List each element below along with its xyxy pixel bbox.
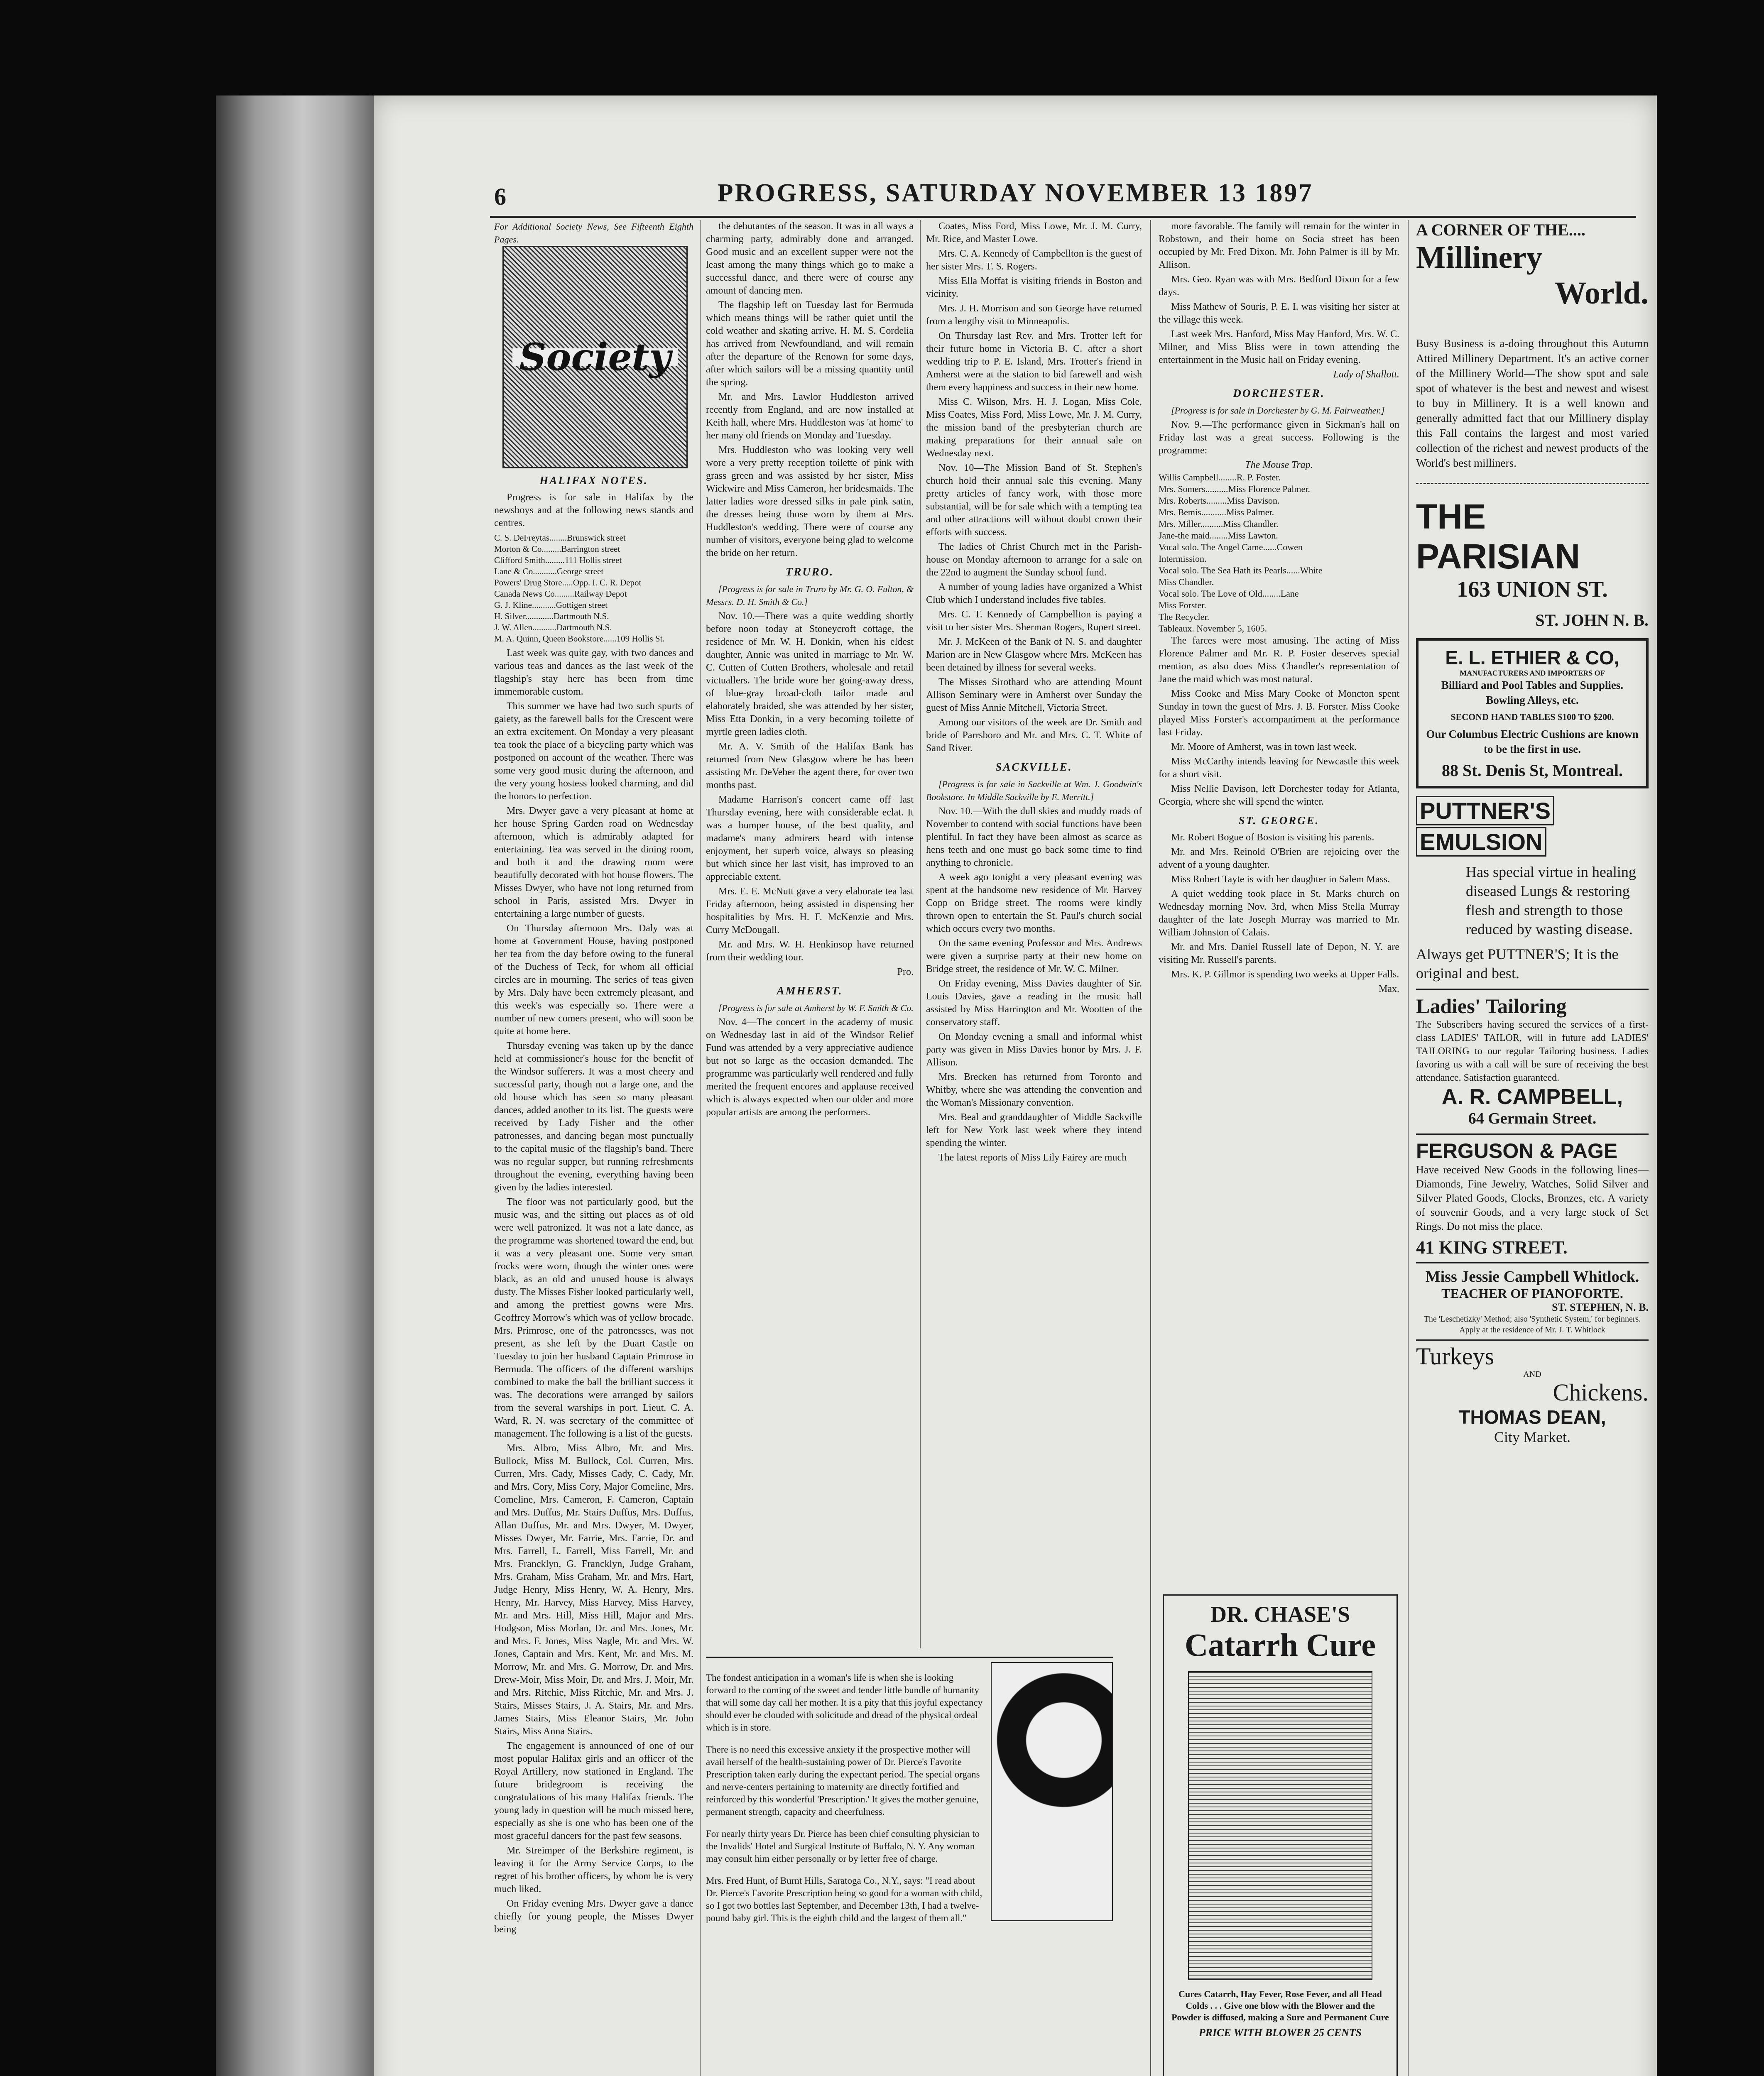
parisian-title: THE PARISIAN [1416, 497, 1580, 576]
cast-line: Mrs. Roberts.........Miss Davison. [1159, 495, 1280, 506]
masthead-rule [490, 216, 1636, 218]
millinery-title-1: Millinery [1416, 240, 1542, 275]
article-paragraph: Nov. 4—The concert in the academy of music on Wednesday last in aid of the Windsor Relief Fund was attended by a very appreciative audience but not so large as the occasion demanded. The programme was particularly well rendered and fully merited the frequent encores and applause received which is always expected when our older and more popular artists are among the performers. [706, 1017, 914, 1118]
column-divider [1150, 220, 1151, 2076]
cast-line: Vocal solo. The Angel Came......Cowen [1159, 542, 1303, 552]
whitlock-title: TEACHER OF PIANOFORTE. [1441, 1286, 1623, 1301]
article-paragraph: Madame Harrison's concert came off last Thursday evening, here with considerable eclat. It was a bumper house, of the best quality, and madame's many admirers heard with intense enjoyment, her superb voice, always so pleasing but which since her last visit, has improved to an appreciable extent. [706, 794, 914, 882]
article-paragraph: The flagship left on Tuesday last for Bermuda which means things will be rather quiet until the cold weather and skating arrive. H. M. S. Cordelia has arrived from Newfoundland, and will remain after the departure of the Renown for some days, after which sailors will be a missing quantity until the spring. [706, 300, 914, 388]
article-paragraph: Miss Nellie Davison, left Dorchester today for Atlanta, Georgia, where she will spend the winter. [1159, 783, 1399, 807]
millinery-kicker: A CORNER OF THE.... [1416, 220, 1585, 239]
article-paragraph: Mrs. Albro, Miss Albro, Mr. and Mrs. Bullock, Miss M. Bullock, Col. Curren, Mrs. Curren, Mrs. Cady, Misses Cady, C. Cady, Mr. and Mrs. Cory, Miss Cory, Major Comeline, Mrs. Comeline, Mrs. Cameron, F. Cameron, Captain and Mrs. Duffus, Mr. Stairs Duffus, Mrs. Duffus, Allan Duffus, Mr. and Mrs. Dwyer, M. Dwyer, Misses Dwyer, Mr. Farrie, Mrs. Farrie, Dr. and Mrs. Farrell, L. Farrell, Miss Farrell, Mr. and Mrs. Francklyn, G. Francklyn, Judge Graham, Mrs. Graham, Miss Graham, Mr. and Mrs. Hart, Judge Henry, Miss Henry, W. A. Henry, Mrs. Henry, Mr. Harvey, Miss Harvey, Miss Harvey, Mr. and Mrs. Hill, Miss Hill, Major and Mrs. Hodgson, Miss Morlan, Dr. and Mrs. Jones, Mr. and Mrs. F. Jones, Miss Nagle, Mr. and Mrs. W. Jones, Captain and Mrs. Kent, Mr. and Mrs. M. Morrow, Mr. and Mrs. G. Morrow, Dr. and Mrs. Drew-Moir, Miss Moir, Dr. and Mrs. J. Moir, Mr. and Mrs. Ritchie, Miss Ritchie, Mr. and Mrs. J. Stairs, Misses Stairs, J. A. Stairs, Mr. and Mrs. James Stairs, Miss Eleanor Stairs, Mr. John Stairs, Miss Anna Stairs. [494, 1443, 693, 1737]
dean-chickens: Chickens. [1553, 1379, 1649, 1406]
column-divider [1408, 220, 1409, 2076]
article-paragraph: Miss C. Wilson, Mrs. H. J. Logan, Miss Cole, Miss Coates, Miss Ford, Miss Lowe, Mr. J. M. Curry, the mission band of the presbyterian church are making preparations for their annual sale on Wednesday next. [926, 397, 1142, 459]
cast-line: The Recycler. [1159, 612, 1210, 622]
society-art-label: Society [512, 348, 677, 366]
article-paragraph: Mrs. Brecken has returned from Toronto and Whitby, where she was attending the convention and the Woman's Missionary convention. [926, 1072, 1142, 1108]
newspaper-binding-edge [216, 95, 374, 2076]
program-title: The Mouse Trap. [1245, 460, 1313, 470]
ferguson-text: Have received New Goods in the following lines—Diamonds, Fine Jewelry, Watches, Solid Silver and Silver Plated Goods, Clocks, Bronzes, etc. A variety of souvenir Goods, and a very large stock of Set Rings. Do not miss the place. [1416, 1164, 1649, 1232]
article-paragraph: Mr. Robert Bogue of Boston is visiting his parents. [1171, 832, 1374, 843]
vendor-line: H. Silver.............Dartmouth N.S. [494, 611, 609, 621]
dorchester-heading: DORCHESTER. [1233, 387, 1325, 399]
article-paragraph: Mrs. Geo. Ryan was with Mrs. Bedford Dixon for a few days. [1159, 274, 1399, 298]
max-signature: Max. [1379, 984, 1399, 994]
article-paragraph: Mr. and Mrs. Reinold O'Brien are rejoicing over the advent of a young daughter. [1159, 847, 1399, 870]
article-paragraph: The Misses Sirothard who are attending Mount Allison Seminary were in Amherst over Sunday the guest of Miss Annie Mitchell, Victoria Street. [926, 677, 1142, 713]
millinery-title-2: World. [1555, 276, 1649, 311]
sackville-paragraphs [926, 805, 1142, 1164]
newspaper-page [374, 95, 1657, 2076]
ethier-ad [1416, 638, 1649, 788]
article-paragraph: Mr. and Mrs. W. H. Henkinsop have returned from their wedding tour. [706, 939, 914, 963]
column-divider [700, 220, 701, 2076]
parisian-address: 163 UNION ST. [1457, 577, 1608, 602]
puttner-title-1: PUTTNER'S [1416, 796, 1554, 825]
ferguson-address: 41 KING STREET. [1416, 1237, 1568, 1258]
cast-line: Tableaux. November 5, 1605. [1159, 623, 1267, 634]
sackville-note: [Progress is for sale in Sackville at Wm. J. Goodwin's Bookstore. In Middle Sackville by E. Merritt.] [926, 779, 1142, 802]
ad-separator [1416, 483, 1649, 484]
program-cast-list [1159, 472, 1399, 634]
cast-line: Miss Forster. [1159, 600, 1206, 610]
page-number: 6 [494, 183, 506, 210]
whitlock-text: The 'Leschetizky' Method; also 'Synthetic System,' for beginners. Apply at the residence of Mr. J. T. Whitlock [1423, 1315, 1641, 1334]
article-paragraph: more favorable. The family will remain for the winter in Robstown, and their home on Socia street has been occupied by Mr. Fred Dixon. Mr. John Palmer is ill by Mr. Allison. [1159, 221, 1399, 270]
sackville-heading: SACKVILLE. [995, 761, 1073, 773]
dean-turkeys: Turkeys [1416, 1343, 1494, 1370]
ferguson-title: FERGUSON & PAGE [1416, 1139, 1618, 1163]
whitlock-name: Miss Jessie Campbell Whitlock. [1425, 1268, 1639, 1285]
dr-chase-advertisement [1163, 1594, 1398, 2076]
article-paragraph: Nov. 9.—The performance given in Sickman's hall on Friday last was a great success. Following is the programme: [1159, 419, 1399, 456]
vendor-line: Canada News Co.........Railway Depot [494, 589, 627, 599]
article-paragraph: On Thursday afternoon Mrs. Daly was at home at Government House, having postponed her tea from the day before owing to the funeral of the Duchess of Teck, for whom all official circles are in mourning. The series of teas given by Mrs. Daly have been extremely pleasant, and this week's was especially so. There were a number of new comers present, who will soon be quite at home here. [494, 923, 693, 1037]
cast-line: Jane-the maid........Miss Lawton. [1159, 530, 1278, 541]
chase-price: PRICE WITH BLOWER 25 CENTS [1198, 2027, 1362, 2039]
article-paragraph: Nov. 10.—There was a quite wedding shortly before noon today at Stoneycroft cottage, the residence of Mr. W. H. Donkin, when his eldest daughter, Annie was united in marriage to Mr. W. C. Cutten of Cutten Brothers, wholesale and retail victuallers. The bride wore her going-away dress, of blue-gray broad-cloth tailor made and elaborately braided, she was attended by her sister, Miss Etta Donkin, in a very becoming toilette of myrtle green ladies cloth. [706, 611, 914, 737]
column-3 [926, 220, 1142, 2076]
column-4 [1159, 220, 1399, 1586]
article-paragraph: Mrs. Beal and granddaughter of Middle Sackville left for New York last week where they intend spending the winter. [926, 1112, 1142, 1148]
amherst-note: [Progress is for sale at Amherst by W. F. Smith & Co. [718, 1003, 914, 1013]
cast-line: Miss Chandler. [1159, 577, 1214, 587]
campbell-name: A. R. CAMPBELL, [1441, 1085, 1623, 1109]
dorchester-note: [Progress is for sale in Dorchester by G. M. Fairweather.] [1171, 405, 1385, 416]
article-paragraph: Mrs. C. T. Kennedy of Campbellton is paying a visit to her sister Mrs. Sherman Rogers, Rupert street. [926, 609, 1142, 633]
article-paragraph: Miss Ella Moffat is visiting friends in Boston and vicinity. [926, 276, 1142, 299]
chase-title: DR. CHASE'S [1210, 1602, 1350, 1627]
chase-subtitle: Catarrh Cure [1185, 1627, 1376, 1663]
puttner-tag: Always get PUTTNER'S; It is the original and best. [1416, 946, 1619, 982]
article-paragraph: On Friday evening Mrs. Dwyer gave a dance chiefly for young people, the Misses Dwyer being [494, 1898, 693, 1935]
st-george-paragraphs [1159, 831, 1399, 981]
vendor-line: J. W. Allen...........Dartmouth N.S. [494, 622, 612, 632]
article-paragraph: The engagement is announced of one of our most popular Halifax girls and an officer of the Royal Artillery, now stationed in England. The future bridegroom is receiving the congratulations of his many Halifax friends. The young lady in question will be much missed here, especially as she is one who has been one of the most graceful dancers for the past few seasons. [494, 1741, 693, 1841]
cast-line: Intermission. [1159, 553, 1207, 564]
dorchester-more-paragraphs [1159, 634, 1399, 808]
vendor-list [494, 532, 693, 644]
ferguson-ad [1416, 1133, 1649, 1258]
two-girls-illustration [1188, 1671, 1372, 1980]
ethier-goods: Billiard and Pool Tables and Supplies. Bowling Alleys, etc. [1441, 679, 1624, 706]
ethier-address: 88 St. Denis St, Montreal. [1442, 761, 1623, 780]
vendor-line: Morton & Co.........Barrington street [494, 544, 620, 554]
ad-paragraph: The fondest anticipation in a woman's life is when she is looking forward to the coming of the sweet and tender little bundle of humanity that will some day call her mother. It is a pity that this joyful expectancy should ever be clouded with solicitude and dread of the physical ordeal which is in store. [706, 1672, 983, 1733]
cast-line: Mrs. Miller..........Miss Chandler. [1159, 519, 1279, 529]
puttner-ad [1416, 796, 1649, 983]
article-paragraph: Mr. J. McKeen of the Bank of N. S. and daughter Marion are in New Glasgow where Mrs. McKeen has been detained by illness for several weeks. [926, 637, 1142, 673]
cast-line: Vocal solo. The Sea Hath its Pearls......White [1159, 565, 1323, 575]
article-paragraph: A week ago tonight a very pleasant evening was spent at the handsome new residence of Mr. Harvey Copp on Bridge street. The rooms were kindly thrown open to entertain the St. Paul's church social which occurs every two months. [926, 872, 1142, 934]
masthead-title: PROGRESS, SATURDAY NOVEMBER 13 1897 [717, 179, 1313, 207]
article-paragraph: Mr. and Mrs. Daniel Russell late of Depon, N. Y. are visiting Mr. Russell's parents. [1159, 942, 1399, 965]
article-paragraph: Nov. 10.—With the dull skies and muddy roads of November to contend with social functions have been plentiful. In fact they have been almost as scarce as hens teeth and one must go back some time to find anything to chronicle. [926, 806, 1142, 868]
parisian-ad [1416, 497, 1649, 630]
puttner-title-2: EMULSION [1416, 827, 1546, 857]
article-paragraph: Nov. 10—The Mission Band of St. Stephen's church hold their annual sale this evening. Many pretty articles of fancy work, with those more substantial, will be for sale which with a tempting tea and other attractions will without doubt crown their efforts with success. [926, 463, 1142, 538]
shallott-signature: Lady of Shallott. [1333, 369, 1399, 380]
column-2-paragraphs [706, 220, 914, 560]
article-paragraph: On the same evening Professor and Mrs. Andrews were given a surprise party at their new home on Bridge street, the residence of Mr. W. C. Milner. [926, 938, 1142, 974]
ethier-tables: SECOND HAND TABLES $100 TO $200. [1450, 712, 1614, 722]
article-paragraph: The floor was not particularly good, but the music was, and the sitting out places as of old were well patronized. It was not a late dance, as the programme was shortened toward the end, but it was a very pleasant one. Some very smart frocks were worn, though the winter ones were black, as an old and unused house is always dusty. The Misses Fisher looked particularly well, and among the prettiest gowns were Mrs. Geoffrey Morrow's which was of yellow brocade. Mrs. Primrose, one of the patronesses, was not present, as she left by the Duart Castle on Tuesday to join her husband Captain Primrose in Bermuda. The officers of the different warships combined to make the ball the brilliant success it was. The decorations were arranged by sailors from the several warships in port. Lieut. C. A. Ward, R. N. was secretary of the committee of management. The following is a list of the guests. [494, 1197, 693, 1439]
cast-line: Mrs. Somers..........Miss Florence Palmer. [1159, 484, 1310, 494]
article-paragraph: Miss Mathew of Souris, P. E. I. was visiting her sister at the village this week. [1159, 301, 1399, 325]
article-paragraph: This summer we have had two such spurts of gaiety, as the farewell balls for the Crescent were an extra excitement. On Monday a very pleasant tea took the place of a bicycling party which was postponed on account of the weather. There was some very good music during the afternoon, and the very young hostess looked charming, and did the honors to perfection. [494, 701, 693, 802]
article-paragraph: the debutantes of the season. It was in all ways a charming party, admirably done and arranged. Good music and an excellent supper were not the least among the many things which go to make a successful dance, and there were of course any amount of dancing men. [706, 221, 914, 296]
millinery-text: Busy Business is a-doing throughout this Autumn Attired Millinery Department. It's an active corner of the Millinery World—The show spot and sale spot of whatever is the best and newest and wisest to buy in Millinery. It is a well known and generally admitted fact that our Millinery display this Fall contains the largest and most varied collection of the richest and newest products of the World's best milliners. [1416, 337, 1649, 469]
article-paragraph: Mrs. J. H. Morrison and son George have returned from a lengthy visit to Minneapolis. [926, 303, 1142, 327]
amherst-paragraphs [706, 1016, 914, 1119]
article-paragraph: Mrs. K. P. Gillmor is spending two weeks at Upper Falls. [1171, 969, 1399, 980]
puttner-text: Has special virtue in healing diseased Lungs & restoring flesh and strength to those reduced by wasting disease. [1466, 864, 1636, 938]
chase-body: Cures Catarrh, Hay Fever, Rose Fever, and all Head Colds . . . Give one blow with the Blower and the Powder is diffused, making a Sure and Permanent Cure [1171, 1989, 1389, 2022]
parisian-city: ST. JOHN N. B. [1535, 611, 1649, 629]
campbell-address: 64 Germain Street. [1468, 1110, 1597, 1127]
article-paragraph: Among our visitors of the week are Dr. Smith and bride of Parrsboro and Mr. and Mrs. C. T. White of Sand River. [926, 717, 1142, 754]
article-paragraph: On Thursday last Rev. and Mrs. Trotter left for their future home in Victoria B. C. after a short wedding trip to P. E. Island, Mrs. Trotter's friend in Amherst were at the station to bid farewell and wish them every happiness and success in their new home. [926, 330, 1142, 393]
society-header-note: For Additional Society News, See Fifteenth Eighth Pages. [494, 221, 693, 245]
ethier-cushions: Our Columbus Electric Cushions are known to be the first in use. [1426, 728, 1639, 755]
article-paragraph: Mrs. Huddleston who was looking very well wore a very pretty reception toilette of pink with grass green and was assisted by her sister, Miss Wickwire and Miss Cameron, her bridesmaids. The latter ladies wore dressed silks in pale pink satin, the dresses being those worn by them at Mrs. Huddleston's wedding. There were of course any number of visitors, everyone being glad to welcome the bride on her return. [706, 445, 914, 558]
dean-place: City Market. [1494, 1429, 1570, 1445]
article-paragraph: Thursday evening was taken up by the dance held at commissioner's house for the benefit of the Windsor sufferers. It was a most cheery and successful party, though not a large one, and the old house which has seen so many pleasant dances, added another to its list. The guests were received by Lady Fisher and the other patronesses, and dancing began most punctually to the capital music of the flagship's band. There was no regular supper, but running refreshments throughout the evening, everything having been given by the ladies interested. [494, 1040, 693, 1193]
article-paragraph: Last week Mrs. Hanford, Miss May Hanford, Mrs. W. C. Milner, and Miss Bliss were in town attending the entertainment in the Music hall on Friday evening. [1159, 329, 1399, 365]
halifax-notes-heading: HALIFAX NOTES. [539, 474, 648, 487]
article-paragraph: Mrs. E. E. McNutt gave a very elaborate tea last Friday afternoon, being assisted in dispensing her hospitalities by Mrs. H. F. McKenzie and Mrs. Curry McDougall. [706, 886, 914, 935]
article-paragraph: A number of young ladies have organized a Whist Club which I understand includes five tables. [926, 582, 1142, 605]
whitlock-ad [1416, 1262, 1649, 1335]
vendor-line: Clifford Smith.........111 Hollis street [494, 555, 622, 565]
dean-name: THOMAS DEAN, [1458, 1406, 1606, 1428]
column-1 [494, 220, 693, 2076]
ad-paragraph: There is no need this excessive anxiety if the prospective mother will avail herself of the health-sustaining power of Dr. Pierce's Favorite Prescription taken early during the expectant period. The special organs and nerve-centers pertaining to maternity are directly fortified and reinforced by this wonderful 'Prescription.' It gives the mother genuine, permanent strength, capacity and cheerfulness. [706, 1744, 980, 1817]
article-paragraph: Miss McCarthy intends leaving for Newcastle this week for a short visit. [1159, 756, 1399, 780]
millinery-ad [1416, 220, 1649, 470]
article-paragraph: Mr. A. V. Smith of the Halifax Bank has returned from New Glasgow where he has been assisting Mr. DeVeber the agent there, for over two months past. [706, 741, 914, 791]
ethier-title: E. L. ETHIER & CO, [1445, 647, 1619, 668]
column-4-paragraphs [1159, 220, 1399, 367]
tailoring-text: The Subscribers having secured the services of a first-class LADIES' TAILOR, will in future add LADIES' TAILORING to our regular Tailoring business. Ladies favoring us with a call will be sure of receiving the best attendance. Satisfaction guaranteed. [1416, 1019, 1649, 1083]
article-paragraph: Mr. Streimper of the Berkshire regiment, is leaving it for the Army Service Corps, to the regret of his brother officers, by whom he is very much liked. [494, 1845, 693, 1895]
vendor-line: G. J. Kline...........Gottigen street [494, 600, 608, 610]
vendor-line: Lane & Co...........George street [494, 566, 604, 576]
dean-ad [1416, 1339, 1649, 1446]
vendor-line: C. S. DeFreytas........Brunswick street [494, 533, 626, 543]
article-paragraph: Mrs. C. A. Kennedy of Campbellton is the guest of her sister Mrs. T. S. Rogers. [926, 248, 1142, 272]
dean-and: AND [1523, 1370, 1541, 1379]
amherst-heading: AMHERST. [777, 984, 843, 997]
article-paragraph: A quiet wedding took place in St. Marks church on Wednesday morning Nov. 3rd, when Miss Stella Murray daughter of the late Joseph Murray was married to Mr. William Johnston of Calais. [1159, 889, 1399, 938]
article-paragraph: On Monday evening a small and informal whist party was given in Miss Davies honor by Mrs. J. F. Allison. [926, 1031, 1142, 1068]
tailoring-title: Ladies' Tailoring [1416, 994, 1567, 1018]
cast-line: Willis Campbell........R. P. Foster. [1159, 472, 1281, 482]
article-paragraph: Last week was quite gay, with two dances and various teas and dances as the last week of the flagship's stay here has been from time immemorable custom. [494, 648, 693, 697]
truro-paragraphs [706, 610, 914, 964]
cast-line: Vocal solo. The Love of Old........Lane [1159, 588, 1299, 599]
column-divider [920, 220, 921, 1648]
article-paragraph: The ladies of Christ Church met in the Parish-house on Monday afternoon to arrange for a sale on the 22nd to augment the Sunday school fund. [926, 541, 1142, 578]
article-paragraph: On Friday evening, Miss Davies daughter of Sir. Louis Davies, gave a reading in the music hall assisted by Miss Harrington and Mr. Wootten of the conservatory staff. [926, 978, 1142, 1028]
truro-heading: TRURO. [785, 566, 834, 578]
article-paragraph: Mr. Moore of Amherst, was in town last week. [1171, 742, 1357, 752]
vendor-line: M. A. Quinn, Queen Bookstore......109 Hollis St. [494, 634, 665, 644]
article-paragraph: Miss Cooke and Miss Mary Cooke of Moncton spent Sunday in town the guest of Mrs. J. B. Forster. Miss Cooke played Miss Forster's accompaniment at the performance last Friday. [1159, 688, 1399, 738]
article-paragraph: Mr. and Mrs. Lawlor Huddleston arrived recently from England, and are now installed at Keith hall, where Mrs. Huddleston was 'at home' to her many old friends on Monday and Tuesday. [706, 392, 914, 441]
vendor-line: Powers' Drug Store.....Opp. I. C. R. Depot [494, 578, 642, 588]
ethier-sub: MANUFACTURERS AND IMPORTERS OF [1460, 669, 1605, 677]
ad-paragraph: For nearly thirty years Dr. Pierce has been chief consulting physician to the Invalids' Hotel and Surgical Institute of Buffalo, N. Y. Any woman may consult him either personally or by letter free of charge. [706, 1829, 980, 1864]
article-paragraph: Mrs. Dwyer gave a very pleasant at home at her house Spring Garden road on Wednesday afternoon, which is admirably adapted for entertaining. Tea was served in the dining room, and both it and the drawing room were beautifully decorated with hot house flowers. The Misses Dwyer, who have not long returned from school in Paris, assisted Mrs. Dwyer in entertaining a large number of guests. [494, 805, 693, 919]
whitlock-city: ST. STEPHEN, N. B. [1552, 1301, 1649, 1313]
advertisements-column [1416, 220, 1649, 1446]
dorchester-paragraphs [1159, 419, 1399, 457]
ad-paragraph: Mrs. Fred Hunt, of Burnt Hills, Saratoga Co., N.Y., says: "I read about Dr. Pierce's Favorite Prescription being so good for a woman with child, so I got two bottles last September, and December 13th, I had a twelve-pound baby girl. This is the eighth child and the largest of them all." [706, 1875, 982, 1923]
cast-line: Mrs. Bemis...........Miss Palmer. [1159, 507, 1274, 517]
article-paragraph: Coates, Miss Ford, Miss Lowe, Mr. J. M. Curry, Mr. Rice, and Master Lowe. [926, 221, 1142, 245]
truro-signature: Pro. [897, 967, 914, 977]
tailoring-ad [1416, 989, 1649, 1128]
article-paragraph: The latest reports of Miss Lily Fairey are much [938, 1152, 1127, 1163]
society-illustration [502, 246, 688, 468]
column-3-paragraphs [926, 220, 1142, 755]
article-paragraph: The farces were most amusing. The acting of Miss Florence Palmer and Mr. R. P. Foster deserves special mention, as also does Miss Chandler's representation of Jane the maid which was most natural. [1159, 635, 1399, 685]
st-george-heading: ST. GEORGE. [1238, 814, 1320, 827]
halifax-paragraphs [494, 647, 693, 1936]
truro-note: [Progress is for sale in Truro by Mr. G. O. Fulton, & Messrs. D. H. Smith & Co.] [706, 584, 914, 607]
article-paragraph: Miss Robert Tayte is with her daughter in Salem Mass. [1171, 874, 1390, 885]
halifax-intro: Progress is for sale in Halifax by the newsboys and at the following news stands and centres. [494, 492, 693, 529]
